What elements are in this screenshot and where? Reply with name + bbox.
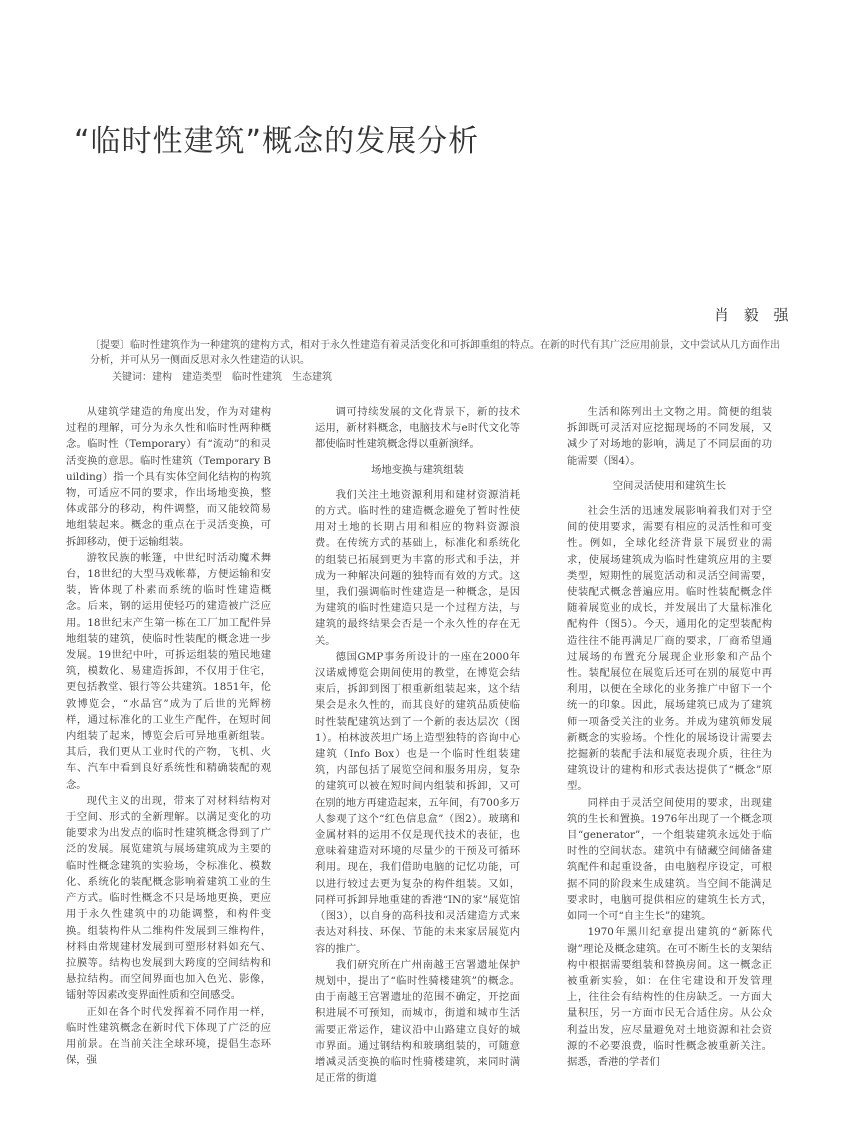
paragraph: 德国GMP事务所设计的一座在2000年汉诺威博览会期间使用的教堂，在博览会结束后，拆卸到图丁根重新组装起来，这个结果会是永久性的，而其良好的建筑品质使临时性装配建筑达到了一个新的表达层次（图1）。柏林波茨坦广场上造型独特的咨询中心建筑（Info Box）也是一个临时性组装建筑，内部包括了展览空间和服务用房，复杂的建筑可以被在短时间内组装和拆卸，又可在别的地方再建造起来，五年间，有700多万人参观了这个“红色信息盒”（图2）。玻璃和金属材料的运用不仅是现代技术的表征，也意味着建造对环境的尽量少的干预及可循环利用。现在，我们借助电脑的记忆功能，可以进行较过去更为复杂的构件组装。又如，同样可拆卸异地重建的香港“IN的家”展览馆（图3），以自身的高科技和灵活建造方式来表达对科技、环保、节能的未来家居展览内容的推广。 [315,650,520,955]
paragraph: 生活和陈列出土文物之用。简便的组装拆卸既可灵活对应挖掘现场的不同发展，又减少了对场地的影响，满足了不同层面的功能需要（图4）。 [567,406,772,467]
paragraph: 游牧民族的帐篷，中世纪时活动魔术舞台，18世纪的大型马戏帐幕，方便运输和安装，皆体现了朴素而系统的临时性建造概念。后来，钢的运用使轻巧的建造被广泛应用。18世纪末产生第一栋在工厂加工配件异地组装的建筑，使临时性装配的概念进一步发展。19世纪中叶，可拆运组装的殖民地建筑，模数化、易建造拆卸，不仅用于住宅，更包括教堂、银行等公共建筑。1851年，伦敦博览会，“水晶宫”成为了后世的光辉榜样，通过标准化的工业生产配件，在短时间内组装了起来，博览会后可异地重新组装。其后，我们更从工业时代的产物，飞机、火车、汽车中看到良好系统性和精确装配的观念。 [66,551,271,791]
section-heading: 空间灵活使用和建筑生长 [612,479,727,492]
paragraph: 我们关注土地资源利用和建材资源消耗的方式。临时性的建造概念避免了暂时性使用对土地的长期占用和相应的物料资源浪费。在传统方式的基础上，标准化和系统化的组装已拓展到更为丰富的形式和手法，并成为一种解决问题的独特而有效的方式。这里，我们强调临时性建造是一种概念，是因为建筑的临时性建造只是一个过程方法，与建筑的最终结果会否是一个永久性的存在无关。 [315,488,520,647]
abstract: 〔提要〕临时性建筑作为一种建筑的建构方式，相对于永久性建造有着灵活变化和可拆卸重组的特点。在新的时代有其广泛应用前景，文中尝试从几方面作出分析，并可从另一侧面反思对永久性建造的认识。 [90,340,780,366]
paragraph: 现代主义的出现，带来了对材料结构对于空间、形式的全新理解。以满足变化的功能要求为出发点的临时性建筑概念得到了广泛的发展。展览建筑与展场建筑成为主要的临时性概念建筑的实验场，令标准化、模数化、系统化的装配概念影响着建筑工业的生产方式。临时性概念不只是场地更换，更应用于永久性建筑中的功能调整，和构件变换。组装构件从二维构件发展到三维构件，材料由常规建材发展到可塑形材料如充气、拉膜等。结构也发展到大跨度的空间结构和悬拉结构。而空间界面也加入色光、影像，镭射等因素改变界面性质和空间感受。 [66,794,271,1002]
paragraph: 正如在各个时代发挥着不同作用一样，临时性建筑概念在新时代下体现了广泛的应用前景。在当前关注全球环境，提倡生态环保，强 [66,1005,271,1067]
paragraph: 同样由于灵活空间使用的要求，出现建筑的生长和置换。1976年出现了一个概念项目“generator”，一个组装建筑永远处于临时性的空间状态。建筑中有储藏空间储备建筑配件和起重设备，由电脑程序设定，可根据不同的阶段来生成建筑。当空间不能满足要求时，电脑可提供相应的建筑生长方式，如同一个可“自主生长”的建筑。 [567,796,772,923]
paragraph: 社会生活的迅速发展影响着我们对于空间的使用要求，需要有相应的灵活性和可变性。例如，全球化经济背景下展贸业的需求，使展场建筑成为临时性建筑应用的主要类型，短期性的展览活动和灵活空间需要，使装配式概念普遍应用。临时性装配概念伴随着展览业的成长，并发展出了大量标准化配构件（图5）。今天，通用化的定型装配构造往往不能再满足厂商的要求，厂商希望通过展场的布置充分展现企业形象和产品个性。装配展位在展览后还可在别的展览中再利用，以便在全球化的业务推广中留下一个统一的印象。因此，展场建筑已成为了建筑师一项备受关注的业务。并成为建筑师发展新概念的实验场。个性化的展场设计需要去挖掘新的装配手法和展览表现介质，往往为建筑设计的建构和形式表达提供了“概念”原型。 [567,505,772,793]
text-column-1 [66,404,271,1068]
text-column-2 [315,404,520,1086]
paragraph: 我们研究所在广州南越王宫署遗址保护规划中，提出了“临时性骑楼建筑”的概念。由于南越王宫署遗址的范围不确定，开挖面积进展不可预知，而城市，街道和城市生活需要正常运作，建议沿中山路建立良好的城市界面。通过钢结构和玻璃组装的，可随意增减灵活变换的临时性骑楼建筑，来同时满足正常的街道 [315,958,520,1085]
paragraph: 从建筑学建造的角度出发，作为对建构过程的理解，可分为永久性和临时性两种概念。临时性（Temporary）有“流动”的和灵活变换的意思。临时性建筑（Temporary Building）指一个具有实体空间化结构的构筑物，可适应不同的要求，作出场地变换，整体或部分的移动，构件调整，而又能较简易地组装起来。概念的重点在于灵活变换，可拆卸移动，便于运输组装。 [66,406,271,548]
paragraph: 1970年黑川纪章提出建筑的“新陈代谢”理论及概念建筑。在可不断生长的支架结构中根据需要组装和替换房间。这一概念正被重新实验，如：在住宅建设和开发管理上，往往会有结构性的住房缺乏。一方面大量积压，另一方面市民无合适住房。从公众利益出发，应尽量避免对土地资源和社会资源的不必要浪费，临时性概念被重新关注。据悉，香港的学者们 [567,926,772,1068]
text-column-3 [567,404,772,1070]
author-name: 肖 毅 强 [714,306,794,324]
article-title: “临时性建筑”概念的发展分析 [74,124,480,160]
paragraph: 调可持续发展的文化背景下，新的技术运用，新材料概念，电脑技术与e时代文化等都使临时性建筑概念得以重新演绎。 [315,406,520,451]
section-heading: 场地变换与建筑组装 [371,463,464,476]
keywords: 关键词：建构 建造类型 临时性建筑 生态建筑 [112,372,332,383]
